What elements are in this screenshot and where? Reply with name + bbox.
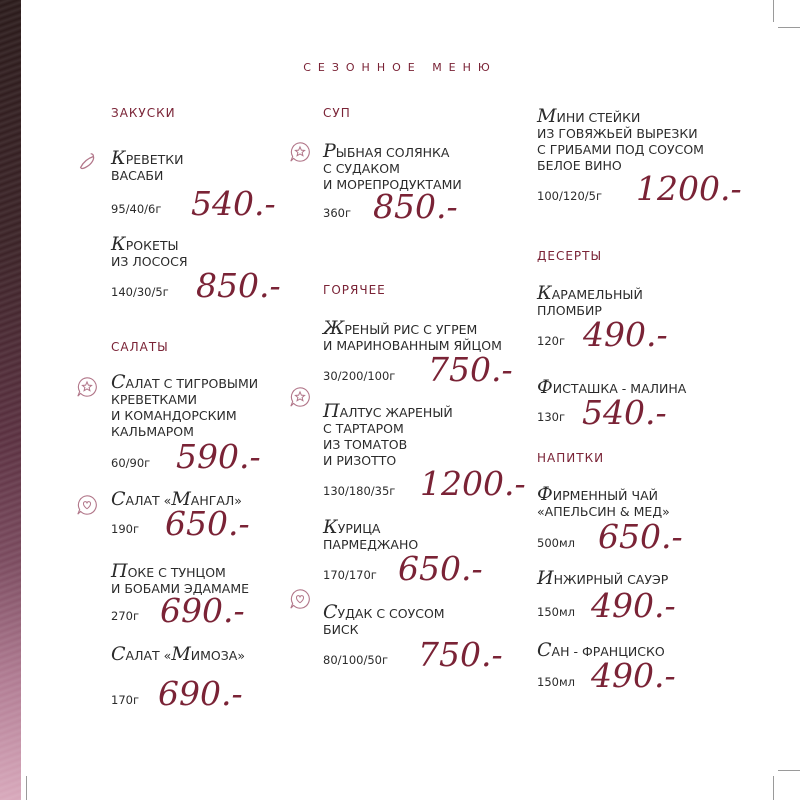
decorative-flower-strip	[0, 0, 21, 800]
item-san-price: 490.-	[591, 656, 676, 695]
item-sauer-name: ИНЖИРНЫЙ САУЭР	[537, 567, 669, 589]
item-solyanka-weight: 360г	[323, 206, 351, 220]
item-kroketi-weight: 140/30/5г	[111, 285, 169, 299]
heart-bubble-icon	[289, 588, 311, 610]
chili-pepper-icon	[76, 151, 98, 173]
item-kuritsa-price: 650.-	[398, 549, 483, 588]
item-salat-tigr-name: САЛАТ С ТИГРОВЫМИ КРЕВЕТКАМИ И КОМАНДОРСКИМ КАЛЬМАРОМ	[111, 371, 259, 439]
section-napitki: НАПИТКИ	[537, 451, 605, 465]
section-zakuski: ЗАКУСКИ	[111, 106, 176, 120]
crop-mark	[26, 776, 27, 800]
item-krevetki-price: 540.-	[191, 184, 276, 223]
item-fistashka-price: 540.-	[582, 393, 667, 432]
item-sudak-weight: 80/100/50г	[323, 653, 389, 667]
item-salat-mangal-name: САЛАТ «МАНГАЛ»	[111, 488, 242, 510]
item-fistashka-name: ФИСТАШКА - МАЛИНА	[537, 376, 687, 398]
item-ris-weight: 30/200/100г	[323, 369, 396, 383]
item-san-weight: 150мл	[537, 675, 575, 689]
item-poke-weight: 270г	[111, 609, 139, 623]
item-paltus-weight: 130/180/35г	[323, 484, 396, 498]
item-steyki-price: 1200.-	[636, 169, 742, 208]
item-poke-name: ПОКЕ С ТУНЦОМ И БОБАМИ ЭДАМАМЕ	[111, 560, 250, 596]
item-chay-name: ФИРМЕННЫЙ ЧАЙ «АПЕЛЬСИН & МЕД»	[537, 483, 670, 519]
crop-mark	[778, 770, 800, 771]
section-goryachee: ГОРЯЧЕЕ	[323, 283, 386, 297]
item-salat-mimoza-weight: 170г	[111, 693, 139, 707]
item-paltus-name: ПАЛТУС ЖАРЕНЫЙ С ТАРТАРОМ ИЗ ТОМАТОВ И РИЗОТТО	[323, 400, 453, 468]
item-solyanka-price: 850.-	[373, 187, 458, 226]
item-kroketi-price: 850.-	[196, 266, 281, 305]
item-chay-weight: 500мл	[537, 536, 575, 550]
item-chay-price: 650.-	[598, 517, 683, 556]
star-bubble-icon	[289, 386, 311, 408]
item-paltus-price: 1200.-	[420, 464, 526, 503]
item-kuritsa-name: КУРИЦА ПАРМЕДЖАНО	[323, 516, 419, 552]
item-san-name: САН - ФРАНЦИСКО	[537, 639, 665, 661]
heart-bubble-icon	[76, 494, 98, 516]
item-plombir-weight: 120г	[537, 334, 565, 348]
item-salat-tigr-price: 590.-	[176, 437, 261, 476]
item-sauer-price: 490.-	[591, 586, 676, 625]
item-krevetki-name: КРЕВЕТКИ ВАСАБИ	[111, 147, 184, 183]
item-salat-mimoza-name: САЛАТ «МИМОЗА»	[111, 643, 245, 665]
item-steyki-name: МИНИ СТЕЙКИ ИЗ ГОВЯЖЬЕЙ ВЫРЕЗКИ С ГРИБАМИ ПОД СОУСОМ БЕЛОЕ ВИНО	[537, 105, 704, 173]
item-solyanka-name: РЫБНАЯ СОЛЯНКА С СУДАКОМ И МОРЕПРОДУКТАМИ	[323, 140, 462, 192]
star-bubble-icon	[76, 376, 98, 398]
crop-mark	[778, 27, 800, 28]
item-plombir-name: КАРАМЕЛЬНЫЙ ПЛОМБИР	[537, 282, 643, 318]
section-salaty: САЛАТЫ	[111, 340, 169, 354]
crop-mark	[773, 0, 774, 22]
section-deserty: ДЕСЕРТЫ	[537, 249, 603, 263]
item-steyki-weight: 100/120/5г	[537, 189, 603, 203]
item-ris-name: ЖРЕНЫЙ РИС С УГРЕМ И МАРИНОВАННЫМ ЯЙЦОМ	[323, 317, 502, 353]
item-kuritsa-weight: 170/170г	[323, 568, 377, 582]
crop-mark	[773, 776, 774, 800]
item-salat-mangal-weight: 190г	[111, 522, 139, 536]
item-salat-tigr-weight: 60/90г	[111, 456, 151, 470]
item-ris-price: 750.-	[428, 350, 513, 389]
star-bubble-icon	[289, 141, 311, 163]
item-sudak-name: СУДАК С СОУСОМ БИСК	[323, 601, 445, 637]
item-poke-price: 690.-	[160, 591, 245, 630]
item-sudak-price: 750.-	[418, 635, 503, 674]
item-salat-mangal-price: 650.-	[165, 504, 250, 543]
item-fistashka-weight: 130г	[537, 410, 565, 424]
item-kroketi-name: КРОКЕТЫ ИЗ ЛОСОСЯ	[111, 233, 188, 269]
item-krevetki-weight: 95/40/6г	[111, 202, 162, 216]
section-sup: СУП	[323, 106, 351, 120]
item-salat-mimoza-price: 690.-	[158, 674, 243, 713]
item-plombir-price: 490.-	[583, 315, 668, 354]
menu-title: СЕЗОННОЕ МЕНЮ	[303, 61, 497, 74]
item-sauer-weight: 150мл	[537, 605, 575, 619]
